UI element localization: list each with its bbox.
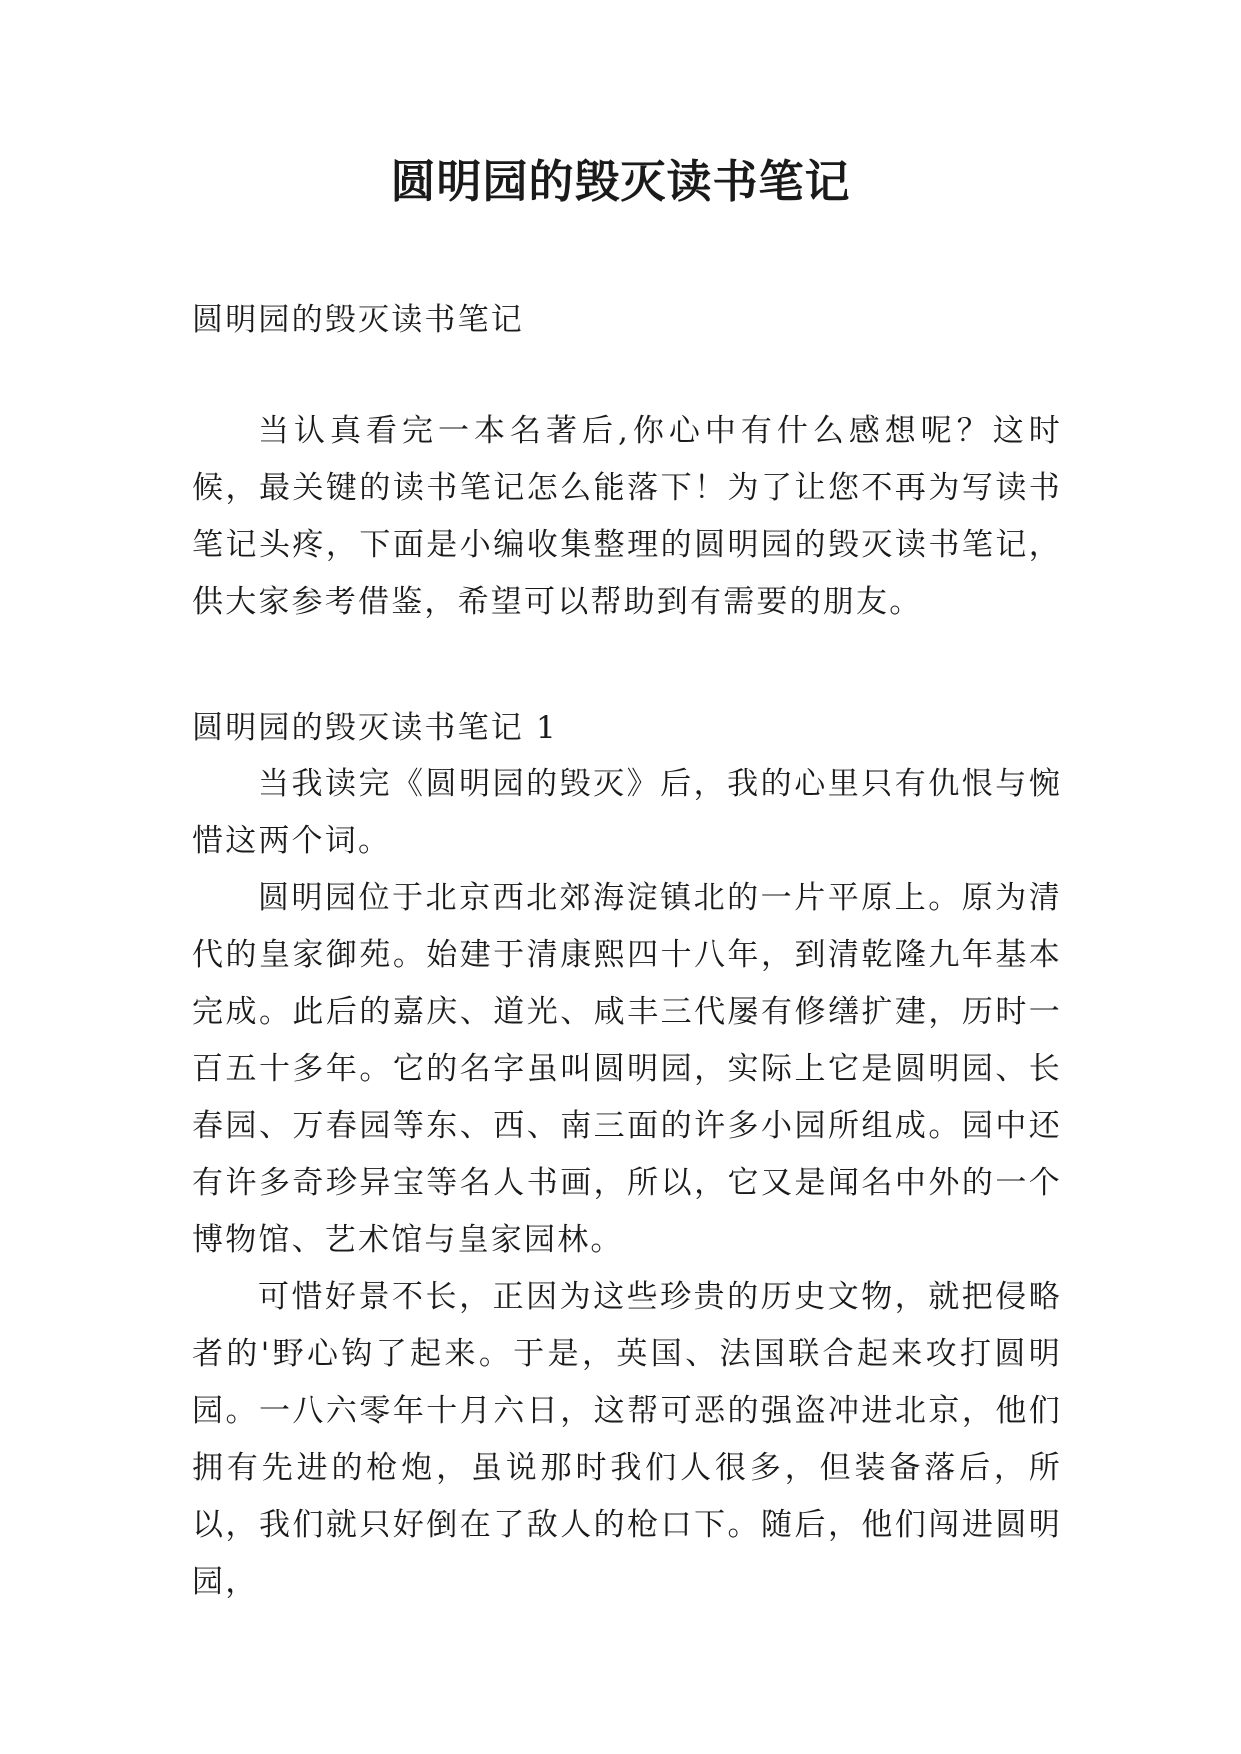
paragraph: 圆明园位于北京西北郊海淀镇北的一片平原上。原为清代的皇家御苑。始建于清康熙四十八年，到清乾隆九年基本完成。此后的嘉庆、道光、咸丰三代屡有修缮扩建，历时一百五十多年。它的名字虽叫圆明园，实际上它是圆明园、长春园、万春园等东、西、南三面的许多小园所组成。园中还有许多奇珍异宝等名人书画，所以，它又是闻名中外的一个博物馆、艺术馆与皇家园林。	[192, 880, 1062, 1258]
section-heading: 圆明园的毁灭读书笔记 1	[192, 710, 558, 746]
section-body	[192, 756, 1062, 1611]
paragraph: 可惜好景不长，正因为这些珍贵的历史文物，就把侵略者的'野心钩了起来。于是，英国、法国联合起来攻打圆明园。一八六零年十月六日，这帮可恶的强盗冲进北京，他们拥有先进的枪炮，虽说那时我们人很多，但装备落后，所以，我们就只好倒在了敌人的枪口下。随后，他们闯进圆明园，	[192, 1279, 1062, 1600]
intro-paragraph: 当认真看完一本名著后,你心中有什么感想呢？这时候，最关键的读书笔记怎么能落下！为了让您不再为写读书笔记头疼，下面是小编收集整理的圆明园的毁灭读书笔记，供大家参考借鉴，希望可以帮助到有需要的朋友。	[192, 413, 1062, 620]
document-title: 圆明园的毁灭读书笔记	[390, 155, 851, 208]
document-subtitle: 圆明园的毁灭读书笔记	[192, 302, 524, 338]
paragraph: 当我读完《圆明园的毁灭》后，我的心里只有仇恨与惋惜这两个词。	[192, 766, 1062, 859]
